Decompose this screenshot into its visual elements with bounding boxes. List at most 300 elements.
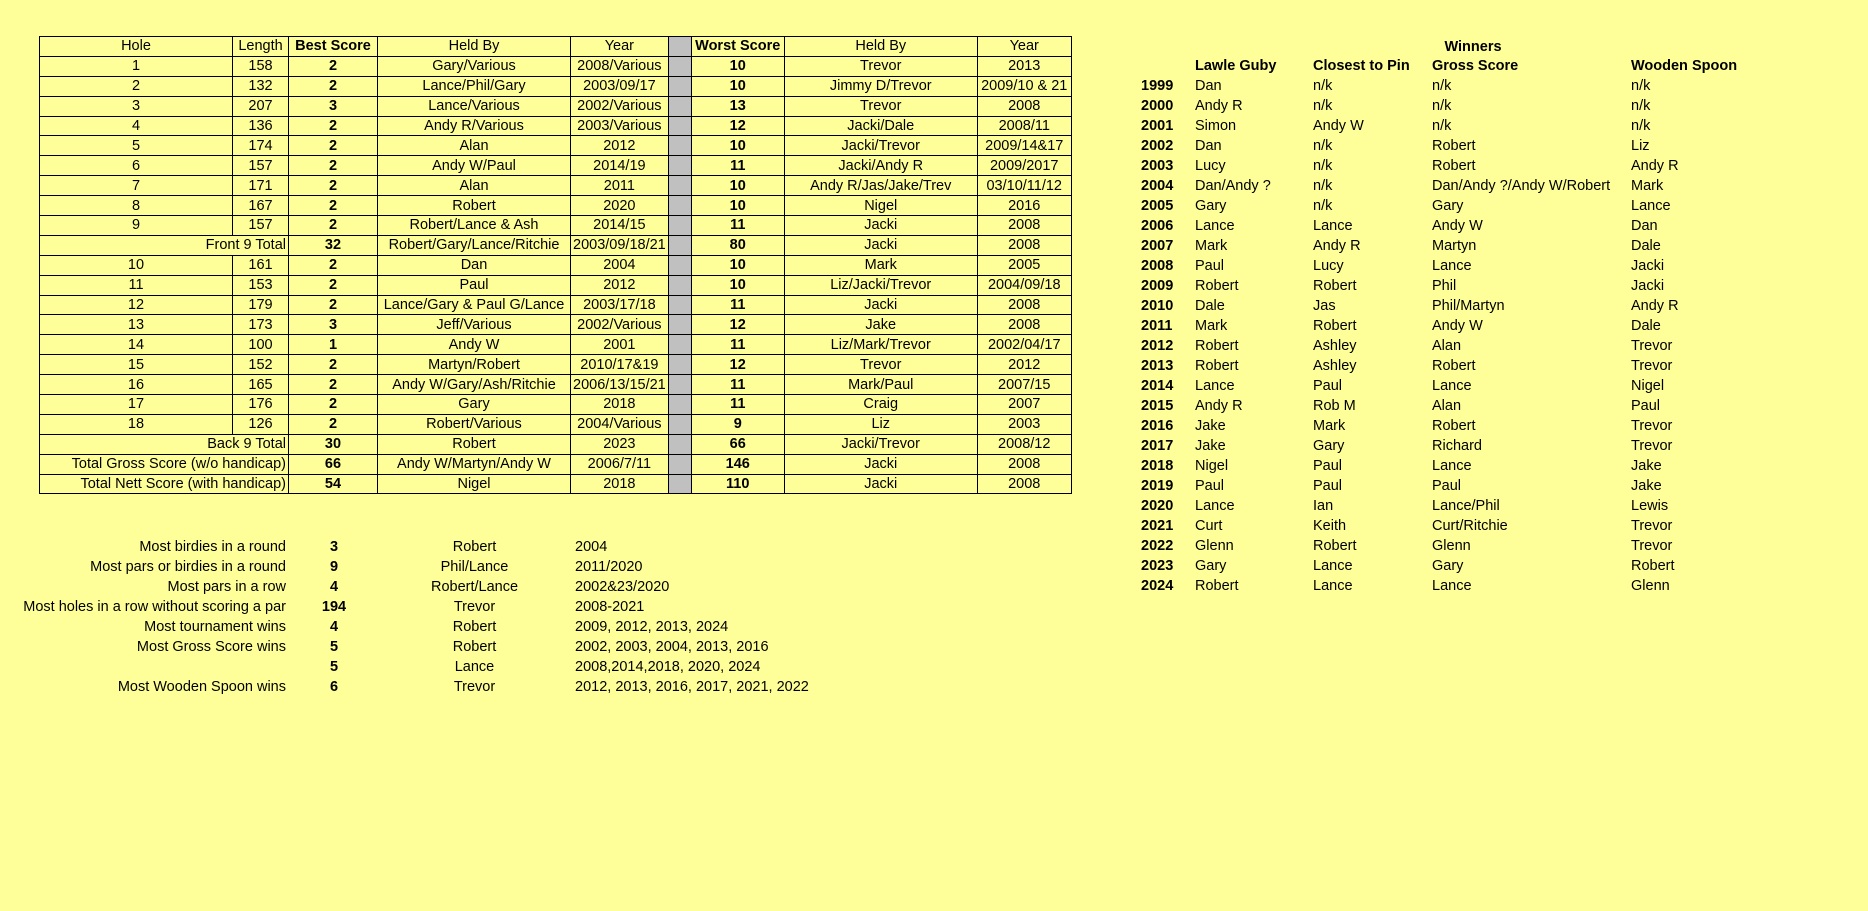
hole-length[interactable]: 176 (233, 395, 289, 415)
best-score[interactable]: 2 (289, 275, 378, 295)
hole-length[interactable]: 157 (233, 216, 289, 236)
worst-score[interactable]: 13 (691, 96, 784, 116)
best-year[interactable]: 2002/Various (571, 315, 669, 335)
winner-year[interactable]: 2009 (1141, 278, 1174, 294)
lawle-guby-winner[interactable]: Robert (1195, 278, 1239, 294)
best-held-by[interactable]: Robert/Lance & Ash (378, 216, 571, 236)
lawle-guby-winner[interactable]: Nigel (1195, 458, 1229, 474)
header-worst-year[interactable]: Year (977, 37, 1071, 57)
best-score[interactable]: 2 (289, 176, 378, 196)
gross-score-winner[interactable]: Lance (1432, 578, 1472, 594)
gross-score-winner[interactable]: Andy W (1432, 318, 1483, 334)
gross-score-winner[interactable]: Lance (1432, 378, 1472, 394)
wooden-spoon-winner[interactable]: Glenn (1631, 578, 1670, 594)
worst-year[interactable]: 2008 (977, 235, 1071, 255)
wooden-spoon-winner[interactable]: Lance (1631, 198, 1671, 214)
worst-held-by[interactable]: Trevor (784, 96, 977, 116)
best-held-by[interactable]: Robert (378, 196, 571, 216)
closest-to-pin-winner[interactable]: n/k (1313, 78, 1333, 94)
header-best-score[interactable]: Best Score (289, 37, 378, 57)
best-held-by[interactable]: Lance/Phil/Gary (378, 76, 571, 96)
best-score[interactable]: 3 (289, 96, 378, 116)
worst-year[interactable]: 2005 (977, 255, 1071, 275)
best-held-by[interactable]: Andy R/Various (378, 116, 571, 136)
lawle-guby-winner[interactable]: Mark (1195, 318, 1228, 334)
winner-year[interactable]: 2013 (1141, 358, 1174, 374)
stat-holder[interactable]: Robert (452, 539, 497, 555)
hole-length[interactable]: 152 (233, 355, 289, 375)
worst-year[interactable]: 2002/04/17 (977, 335, 1071, 355)
closest-to-pin-winner[interactable]: Andy R (1313, 238, 1361, 254)
hole-length[interactable]: 167 (233, 196, 289, 216)
hole-length[interactable]: 173 (233, 315, 289, 335)
closest-to-pin-winner[interactable]: Robert (1313, 538, 1357, 554)
gross-score-winner[interactable]: Alan (1432, 338, 1462, 354)
best-held-by[interactable]: Gary (378, 395, 571, 415)
best-held-by[interactable]: Andy W/Paul (378, 156, 571, 176)
worst-year[interactable]: 2007/15 (977, 375, 1071, 395)
hole-number[interactable]: 11 (40, 275, 233, 295)
closest-to-pin-winner[interactable]: Paul (1313, 478, 1343, 494)
winner-year[interactable]: 2000 (1141, 98, 1174, 114)
header-best-held-by[interactable]: Held By (378, 37, 571, 57)
best-held-by[interactable]: Jeff/Various (378, 315, 571, 335)
best-year[interactable]: 2014/19 (571, 156, 669, 176)
winner-year[interactable]: 2001 (1141, 118, 1174, 134)
worst-held-by[interactable]: Liz/Mark/Trevor (784, 335, 977, 355)
stat-holder[interactable]: Robert/Lance (430, 579, 519, 595)
wooden-spoon-winner[interactable]: Nigel (1631, 378, 1665, 394)
closest-to-pin-winner[interactable]: Jas (1313, 298, 1336, 314)
best-held-by[interactable]: Paul (378, 275, 571, 295)
winner-year[interactable]: 2022 (1141, 538, 1174, 554)
hole-number[interactable]: 17 (40, 395, 233, 415)
worst-year[interactable]: 2008 (977, 216, 1071, 236)
stat-years[interactable]: 2008,2014,2018, 2020, 2024 (575, 659, 761, 675)
lawle-guby-winner[interactable]: Robert (1195, 338, 1239, 354)
lawle-guby-winner[interactable]: Paul (1195, 478, 1225, 494)
closest-to-pin-winner[interactable]: Lance (1313, 218, 1353, 234)
stat-years[interactable]: 2011/2020 (575, 559, 643, 575)
closest-to-pin-winner[interactable]: Robert (1313, 318, 1357, 334)
hole-number[interactable]: 9 (40, 216, 233, 236)
stat-years[interactable]: 2008-2021 (575, 599, 645, 615)
header-wooden-spoon[interactable]: Wooden Spoon (1631, 58, 1738, 74)
worst-score[interactable]: 11 (691, 395, 784, 415)
worst-score[interactable]: 12 (691, 355, 784, 375)
worst-score[interactable]: 10 (691, 136, 784, 156)
gross-score-winner[interactable]: Lance (1432, 258, 1472, 274)
stat-label[interactable]: Most pars in a row (167, 579, 286, 595)
stat-label[interactable]: Most Wooden Spoon wins (117, 679, 286, 695)
stat-value[interactable]: 6 (329, 679, 339, 695)
winner-year[interactable]: 2019 (1141, 478, 1174, 494)
best-year[interactable]: 2011 (571, 176, 669, 196)
hole-number[interactable]: 13 (40, 315, 233, 335)
lawle-guby-winner[interactable]: Lucy (1195, 158, 1226, 174)
hole-length[interactable]: 100 (233, 335, 289, 355)
best-score[interactable]: 54 (289, 474, 378, 494)
best-held-by[interactable]: Andy W/Gary/Ash/Ritchie (378, 375, 571, 395)
gross-score-winner[interactable]: n/k (1432, 78, 1452, 94)
worst-held-by[interactable]: Andy R/Jas/Jake/Trev (784, 176, 977, 196)
stat-holder[interactable]: Phil/Lance (440, 559, 509, 575)
wooden-spoon-winner[interactable]: Andy R (1631, 158, 1679, 174)
lawle-guby-winner[interactable]: Curt (1195, 518, 1223, 534)
worst-held-by[interactable]: Jimmy D/Trevor (784, 76, 977, 96)
worst-year[interactable]: 2009/10 & 21 (977, 76, 1071, 96)
worst-year[interactable]: 2016 (977, 196, 1071, 216)
best-held-by[interactable]: Robert (378, 434, 571, 454)
best-score[interactable]: 2 (289, 375, 378, 395)
best-score[interactable]: 3 (289, 315, 378, 335)
worst-score[interactable]: 10 (691, 275, 784, 295)
lawle-guby-winner[interactable]: Mark (1195, 238, 1228, 254)
worst-score[interactable]: 10 (691, 176, 784, 196)
winner-year[interactable]: 1999 (1141, 78, 1174, 94)
worst-year[interactable]: 2008 (977, 315, 1071, 335)
worst-score[interactable]: 10 (691, 76, 784, 96)
hole-number[interactable]: 1 (40, 56, 233, 76)
lawle-guby-winner[interactable]: Dale (1195, 298, 1225, 314)
wooden-spoon-winner[interactable]: Mark (1631, 178, 1664, 194)
stat-value[interactable]: 5 (329, 639, 339, 655)
best-year[interactable]: 2003/Various (571, 116, 669, 136)
worst-year[interactable]: 03/10/11/12 (977, 176, 1071, 196)
winner-year[interactable]: 2017 (1141, 438, 1174, 454)
winner-year[interactable]: 2012 (1141, 338, 1174, 354)
worst-held-by[interactable]: Nigel (784, 196, 977, 216)
best-held-by[interactable]: Lance/Various (378, 96, 571, 116)
worst-score[interactable]: 10 (691, 56, 784, 76)
worst-score[interactable]: 80 (691, 235, 784, 255)
closest-to-pin-winner[interactable]: Ashley (1313, 358, 1357, 374)
hole-number[interactable]: 2 (40, 76, 233, 96)
wooden-spoon-winner[interactable]: Lewis (1631, 498, 1669, 514)
winner-year[interactable]: 2003 (1141, 158, 1174, 174)
worst-year[interactable]: 2004/09/18 (977, 275, 1071, 295)
stat-value[interactable]: 3 (329, 539, 339, 555)
best-year[interactable]: 2012 (571, 136, 669, 156)
worst-held-by[interactable]: Jacki (784, 235, 977, 255)
best-year[interactable]: 2012 (571, 275, 669, 295)
wooden-spoon-winner[interactable]: Trevor (1631, 358, 1673, 374)
hole-number[interactable]: 7 (40, 176, 233, 196)
total-label[interactable]: Total Gross Score (w/o handicap) (40, 454, 289, 474)
worst-held-by[interactable]: Mark/Paul (784, 375, 977, 395)
wooden-spoon-winner[interactable]: Liz (1631, 138, 1650, 154)
closest-to-pin-winner[interactable]: Gary (1313, 438, 1345, 454)
best-score[interactable]: 66 (289, 454, 378, 474)
closest-to-pin-winner[interactable]: n/k (1313, 198, 1333, 214)
header-closest-to-pin[interactable]: Closest to Pin (1313, 58, 1410, 74)
gross-score-winner[interactable]: Curt/Ritchie (1432, 518, 1508, 534)
gross-score-winner[interactable]: n/k (1432, 118, 1452, 134)
wooden-spoon-winner[interactable]: Robert (1631, 558, 1675, 574)
gross-score-winner[interactable]: Gary (1432, 558, 1464, 574)
hole-length[interactable]: 165 (233, 375, 289, 395)
hole-length[interactable]: 158 (233, 56, 289, 76)
wooden-spoon-winner[interactable]: Trevor (1631, 438, 1673, 454)
winner-year[interactable]: 2018 (1141, 458, 1174, 474)
wooden-spoon-winner[interactable]: Jake (1631, 458, 1662, 474)
total-label[interactable]: Back 9 Total (40, 434, 289, 454)
closest-to-pin-winner[interactable]: n/k (1313, 138, 1333, 154)
best-year[interactable]: 2002/Various (571, 96, 669, 116)
stat-value[interactable]: 4 (329, 619, 339, 635)
gross-score-winner[interactable]: Alan (1432, 398, 1462, 414)
worst-held-by[interactable]: Jacki/Andy R (784, 156, 977, 176)
lawle-guby-winner[interactable]: Andy R (1195, 398, 1243, 414)
best-held-by[interactable]: Alan (378, 136, 571, 156)
winner-year[interactable]: 2016 (1141, 418, 1174, 434)
best-held-by[interactable]: Andy W (378, 335, 571, 355)
best-year[interactable]: 2003/09/18/21 (571, 235, 669, 255)
worst-score[interactable]: 11 (691, 156, 784, 176)
best-score[interactable]: 2 (289, 216, 378, 236)
gross-score-winner[interactable]: Richard (1432, 438, 1482, 454)
worst-score[interactable]: 146 (691, 454, 784, 474)
best-held-by[interactable]: Robert/Gary/Lance/Ritchie (378, 235, 571, 255)
best-year[interactable]: 2003/17/18 (571, 295, 669, 315)
worst-year[interactable]: 2008/11 (977, 116, 1071, 136)
wooden-spoon-winner[interactable]: Trevor (1631, 418, 1673, 434)
worst-score[interactable]: 10 (691, 255, 784, 275)
winner-year[interactable]: 2002 (1141, 138, 1174, 154)
best-score[interactable]: 2 (289, 255, 378, 275)
stat-label[interactable]: Most tournament wins (144, 619, 286, 635)
best-score[interactable]: 30 (289, 434, 378, 454)
hole-number[interactable]: 3 (40, 96, 233, 116)
worst-held-by[interactable]: Liz/Jacki/Trevor (784, 275, 977, 295)
hole-length[interactable]: 153 (233, 275, 289, 295)
wooden-spoon-winner[interactable]: Trevor (1631, 518, 1673, 534)
hole-length[interactable]: 171 (233, 176, 289, 196)
header-lawle-guby[interactable]: Lawle Guby (1195, 58, 1277, 74)
gross-score-winner[interactable]: Dan/Andy ?/Andy W/Robert (1432, 178, 1611, 194)
hole-number[interactable]: 10 (40, 255, 233, 275)
winner-year[interactable]: 2005 (1141, 198, 1174, 214)
worst-score[interactable]: 12 (691, 315, 784, 335)
header-worst-held-by[interactable]: Held By (784, 37, 977, 57)
best-held-by[interactable]: Dan (378, 255, 571, 275)
stat-holder[interactable]: Trevor (453, 599, 496, 615)
gross-score-winner[interactable]: Robert (1432, 418, 1476, 434)
best-score[interactable]: 2 (289, 355, 378, 375)
lawle-guby-winner[interactable]: Lance (1195, 218, 1235, 234)
best-score[interactable]: 2 (289, 395, 378, 415)
wooden-spoon-winner[interactable]: Andy R (1631, 298, 1679, 314)
worst-held-by[interactable]: Trevor (784, 355, 977, 375)
lawle-guby-winner[interactable]: Dan (1195, 138, 1222, 154)
hole-length[interactable]: 157 (233, 156, 289, 176)
gross-score-winner[interactable]: Robert (1432, 158, 1476, 174)
worst-year[interactable]: 2008 (977, 454, 1071, 474)
best-year[interactable]: 2018 (571, 474, 669, 494)
worst-year[interactable]: 2012 (977, 355, 1071, 375)
hole-length[interactable]: 179 (233, 295, 289, 315)
stat-value[interactable]: 4 (329, 579, 339, 595)
best-year[interactable]: 2018 (571, 395, 669, 415)
best-held-by[interactable]: Andy W/Martyn/Andy W (378, 454, 571, 474)
best-score[interactable]: 2 (289, 76, 378, 96)
hole-number[interactable]: 5 (40, 136, 233, 156)
best-score[interactable]: 32 (289, 235, 378, 255)
worst-year[interactable]: 2007 (977, 395, 1071, 415)
best-year[interactable]: 2006/7/11 (571, 454, 669, 474)
hole-number[interactable]: 6 (40, 156, 233, 176)
gross-score-winner[interactable]: Robert (1432, 138, 1476, 154)
stat-holder[interactable]: Lance (454, 659, 495, 675)
closest-to-pin-winner[interactable]: Lance (1313, 558, 1353, 574)
best-year[interactable]: 2004/Various (571, 414, 669, 434)
wooden-spoon-winner[interactable]: Jake (1631, 478, 1662, 494)
best-year[interactable]: 2023 (571, 434, 669, 454)
best-year[interactable]: 2001 (571, 335, 669, 355)
wooden-spoon-winner[interactable]: Trevor (1631, 338, 1673, 354)
closest-to-pin-winner[interactable]: Lucy (1313, 258, 1344, 274)
worst-held-by[interactable]: Mark (784, 255, 977, 275)
hole-length[interactable]: 126 (233, 414, 289, 434)
stat-holder[interactable]: Robert (452, 619, 497, 635)
wooden-spoon-winner[interactable]: n/k (1631, 118, 1651, 134)
stat-value[interactable]: 9 (329, 559, 339, 575)
closest-to-pin-winner[interactable]: Mark (1313, 418, 1346, 434)
best-year[interactable]: 2010/17&19 (571, 355, 669, 375)
worst-score[interactable]: 12 (691, 116, 784, 136)
closest-to-pin-winner[interactable]: Paul (1313, 378, 1343, 394)
lawle-guby-winner[interactable]: Simon (1195, 118, 1237, 134)
winner-year[interactable]: 2024 (1141, 578, 1174, 594)
worst-score[interactable]: 11 (691, 375, 784, 395)
best-score[interactable]: 1 (289, 335, 378, 355)
worst-score[interactable]: 11 (691, 335, 784, 355)
lawle-guby-winner[interactable]: Jake (1195, 418, 1226, 434)
worst-year[interactable]: 2008 (977, 96, 1071, 116)
gross-score-winner[interactable]: n/k (1432, 98, 1452, 114)
worst-held-by[interactable]: Jacki (784, 216, 977, 236)
best-score[interactable]: 2 (289, 116, 378, 136)
worst-held-by[interactable]: Jacki (784, 454, 977, 474)
best-year[interactable]: 2006/13/15/21 (571, 375, 669, 395)
winner-year[interactable]: 2004 (1141, 178, 1174, 194)
gross-score-winner[interactable]: Martyn (1432, 238, 1477, 254)
best-score[interactable]: 2 (289, 295, 378, 315)
wooden-spoon-winner[interactable]: n/k (1631, 98, 1651, 114)
gross-score-winner[interactable]: Gary (1432, 198, 1464, 214)
winner-year[interactable]: 2010 (1141, 298, 1174, 314)
hole-number[interactable]: 18 (40, 414, 233, 434)
best-held-by[interactable]: Gary/Various (378, 56, 571, 76)
gross-score-winner[interactable]: Lance (1432, 458, 1472, 474)
stat-value[interactable]: 194 (321, 599, 347, 615)
hole-number[interactable]: 16 (40, 375, 233, 395)
worst-year[interactable]: 2013 (977, 56, 1071, 76)
best-score[interactable]: 2 (289, 196, 378, 216)
stat-label[interactable] (0, 657, 290, 677)
hole-number[interactable]: 12 (40, 295, 233, 315)
lawle-guby-winner[interactable]: Gary (1195, 198, 1227, 214)
worst-held-by[interactable]: Jacki/Dale (784, 116, 977, 136)
stat-label[interactable]: Most Gross Score wins (136, 639, 286, 655)
closest-to-pin-winner[interactable]: Rob M (1313, 398, 1356, 414)
closest-to-pin-winner[interactable]: n/k (1313, 98, 1333, 114)
wooden-spoon-winner[interactable]: Dan (1631, 218, 1658, 234)
closest-to-pin-winner[interactable]: Paul (1313, 458, 1343, 474)
lawle-guby-winner[interactable]: Robert (1195, 578, 1239, 594)
lawle-guby-winner[interactable]: Glenn (1195, 538, 1234, 554)
closest-to-pin-winner[interactable]: n/k (1313, 158, 1333, 174)
wooden-spoon-winner[interactable]: Dale (1631, 318, 1661, 334)
worst-score[interactable]: 11 (691, 295, 784, 315)
worst-score[interactable]: 11 (691, 216, 784, 236)
best-held-by[interactable]: Lance/Gary & Paul G/Lance (378, 295, 571, 315)
lawle-guby-winner[interactable]: Lance (1195, 498, 1235, 514)
header-length[interactable]: Length (233, 37, 289, 57)
worst-year[interactable]: 2008/12 (977, 434, 1071, 454)
hole-number[interactable]: 15 (40, 355, 233, 375)
best-year[interactable]: 2014/15 (571, 216, 669, 236)
worst-held-by[interactable]: Jacki/Trevor (784, 136, 977, 156)
best-year[interactable]: 2004 (571, 255, 669, 275)
winner-year[interactable]: 2015 (1141, 398, 1174, 414)
wooden-spoon-winner[interactable]: Dale (1631, 238, 1661, 254)
closest-to-pin-winner[interactable]: Andy W (1313, 118, 1364, 134)
winner-year[interactable]: 2007 (1141, 238, 1174, 254)
worst-held-by[interactable]: Jake (784, 315, 977, 335)
best-year[interactable]: 2003/09/17 (571, 76, 669, 96)
stat-years[interactable]: 2004 (575, 539, 608, 555)
stat-holder[interactable]: Trevor (453, 679, 496, 695)
worst-held-by[interactable]: Jacki (784, 474, 977, 494)
closest-to-pin-winner[interactable]: Keith (1313, 518, 1347, 534)
hole-length[interactable]: 161 (233, 255, 289, 275)
wooden-spoon-winner[interactable]: Jacki (1631, 278, 1665, 294)
gross-score-winner[interactable]: Phil (1432, 278, 1457, 294)
closest-to-pin-winner[interactable]: Lance (1313, 578, 1353, 594)
lawle-guby-winner[interactable]: Lance (1195, 378, 1235, 394)
lawle-guby-winner[interactable]: Dan (1195, 78, 1222, 94)
winner-year[interactable]: 2023 (1141, 558, 1174, 574)
winner-year[interactable]: 2014 (1141, 378, 1174, 394)
best-held-by[interactable]: Alan (378, 176, 571, 196)
worst-score[interactable]: 110 (691, 474, 784, 494)
stat-value[interactable]: 5 (329, 659, 339, 675)
header-gross-score[interactable]: Gross Score (1432, 58, 1519, 74)
best-held-by[interactable]: Nigel (378, 474, 571, 494)
lawle-guby-winner[interactable]: Dan/Andy ? (1195, 178, 1271, 194)
winner-year[interactable]: 2006 (1141, 218, 1174, 234)
winner-year[interactable]: 2021 (1141, 518, 1174, 534)
total-label[interactable]: Total Nett Score (with handicap) (40, 474, 289, 494)
best-held-by[interactable]: Robert/Various (378, 414, 571, 434)
gross-score-winner[interactable]: Robert (1432, 358, 1476, 374)
stat-years[interactable]: 2002, 2003, 2004, 2013, 2016 (575, 639, 769, 655)
worst-year[interactable]: 2008 (977, 295, 1071, 315)
wooden-spoon-winner[interactable]: n/k (1631, 78, 1651, 94)
lawle-guby-winner[interactable]: Paul (1195, 258, 1225, 274)
winner-year[interactable]: 2020 (1141, 498, 1174, 514)
header-worst-score[interactable]: Worst Score (691, 37, 784, 57)
stat-label[interactable]: Most pars or birdies in a round (90, 559, 286, 575)
best-score[interactable]: 2 (289, 56, 378, 76)
worst-score[interactable]: 66 (691, 434, 784, 454)
gross-score-winner[interactable]: Paul (1432, 478, 1462, 494)
best-score[interactable]: 2 (289, 136, 378, 156)
gross-score-winner[interactable]: Glenn (1432, 538, 1471, 554)
worst-held-by[interactable]: Trevor (784, 56, 977, 76)
hole-length[interactable]: 174 (233, 136, 289, 156)
